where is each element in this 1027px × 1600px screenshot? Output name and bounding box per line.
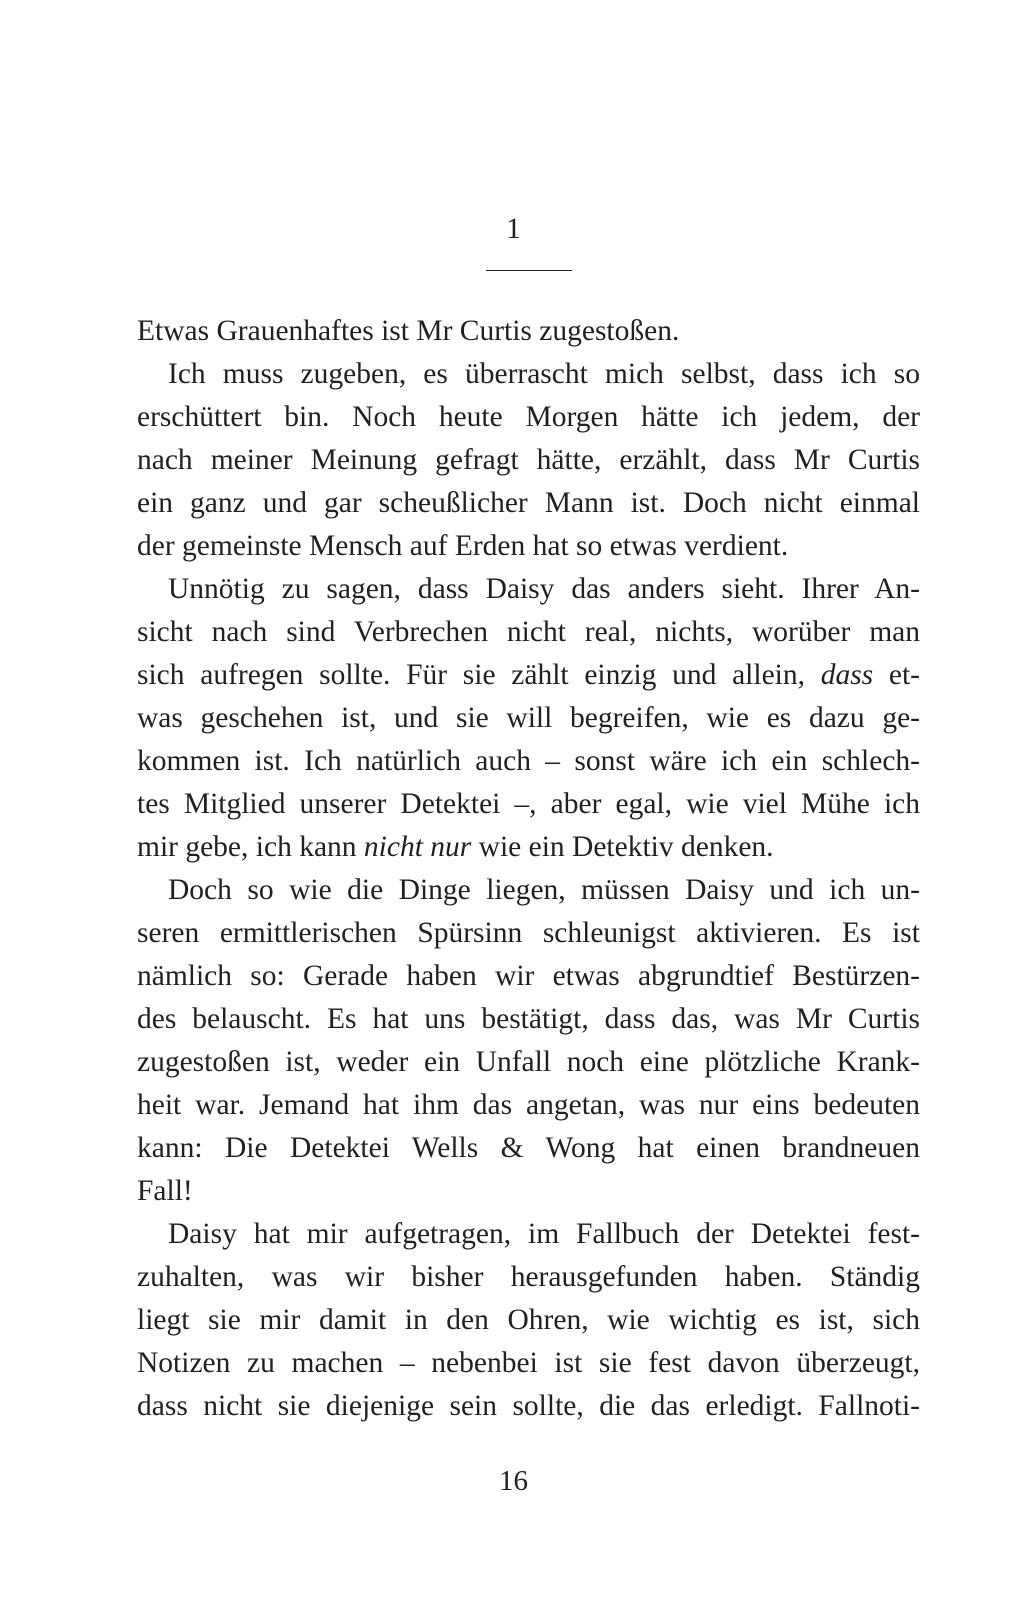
text-line: sicht nach sind Verbrechen nicht real, nichts, worüber man (137, 616, 920, 648)
text-line (137, 654, 920, 697)
text-line: erschüttert bin. Noch heute Morgen hätte ich jedem, der (137, 401, 920, 433)
text-line: Notizen zu machen – nebenbei ist sie fest davon überzeugt, (137, 1347, 920, 1379)
text-line: heit war. Jemand hat ihm das angetan, was nur eins bedeuten (137, 1089, 920, 1121)
page-number: 16 (499, 1465, 528, 1497)
text-line: zuhalten, was wir bisher herausgefunden haben. Ständig (137, 1261, 920, 1293)
text-line (137, 826, 920, 869)
text-line: Doch so wie die Dinge liegen, müssen Daisy und ich un- (168, 874, 920, 906)
emphasis-text: nicht nur (363, 831, 472, 863)
text-line: der gemeinste Mensch auf Erden hat so etwas verdient. (137, 530, 789, 562)
text-line: zugestoßen ist, weder ein Unfall noch eine plötzliche Krank- (137, 1046, 920, 1078)
text-line: nach meiner Meinung gefragt hätte, erzählt, dass Mr Curtis (137, 444, 920, 476)
text-line: kann: Die Detektei Wells & Wong hat einen brandneuen (137, 1132, 920, 1164)
chapter-number: 1 (506, 212, 521, 245)
text-line: dass nicht sie diejenige sein sollte, die das erledigt. Fallnoti- (137, 1390, 920, 1422)
text-line: Etwas Grauenhaftes ist Mr Curtis zugestoßen. (137, 315, 680, 347)
text-line: seren ermittlerischen Spürsinn schleunigst aktivieren. Es ist (137, 917, 920, 949)
text-segment: wie ein Detektiv denken. (471, 831, 774, 863)
text-line: tes Mitglied unserer Detektei –, aber egal, wie viel Mühe ich (137, 788, 920, 820)
text-line: liegt sie mir damit in den Ohren, wie wichtig es ist, sich (137, 1304, 920, 1336)
text-segment: sich aufregen sollte. Für sie zählt einzig und allein, (137, 659, 821, 691)
chapter-divider (486, 270, 572, 271)
text-line: des belauscht. Es hat uns bestätigt, dass das, was Mr Curtis (137, 1003, 920, 1035)
text-line: Unnötig zu sagen, dass Daisy das anders sieht. Ihrer An- (168, 573, 920, 605)
text-line: Fall! (137, 1175, 193, 1207)
text-line: ein ganz und gar scheußlicher Mann ist. Doch nicht einmal (137, 487, 920, 519)
emphasis-text: dass (820, 659, 874, 691)
text-segment: mir gebe, ich kann (137, 831, 364, 863)
text-line: nämlich so: Gerade haben wir etwas abgrundtief Bestürzen- (137, 960, 920, 992)
text-segment: et- (873, 659, 920, 691)
text-line: Ich muss zugeben, es überrascht mich selbst, dass ich so (168, 358, 920, 390)
text-line: kommen ist. Ich natürlich auch – sonst wäre ich ein schlech- (137, 745, 920, 777)
text-line: was geschehen ist, und sie will begreifen, wie es dazu ge- (137, 702, 920, 734)
body-text (137, 310, 920, 1428)
text-line: Daisy hat mir aufgetragen, im Fallbuch der Detektei fest- (168, 1218, 920, 1250)
